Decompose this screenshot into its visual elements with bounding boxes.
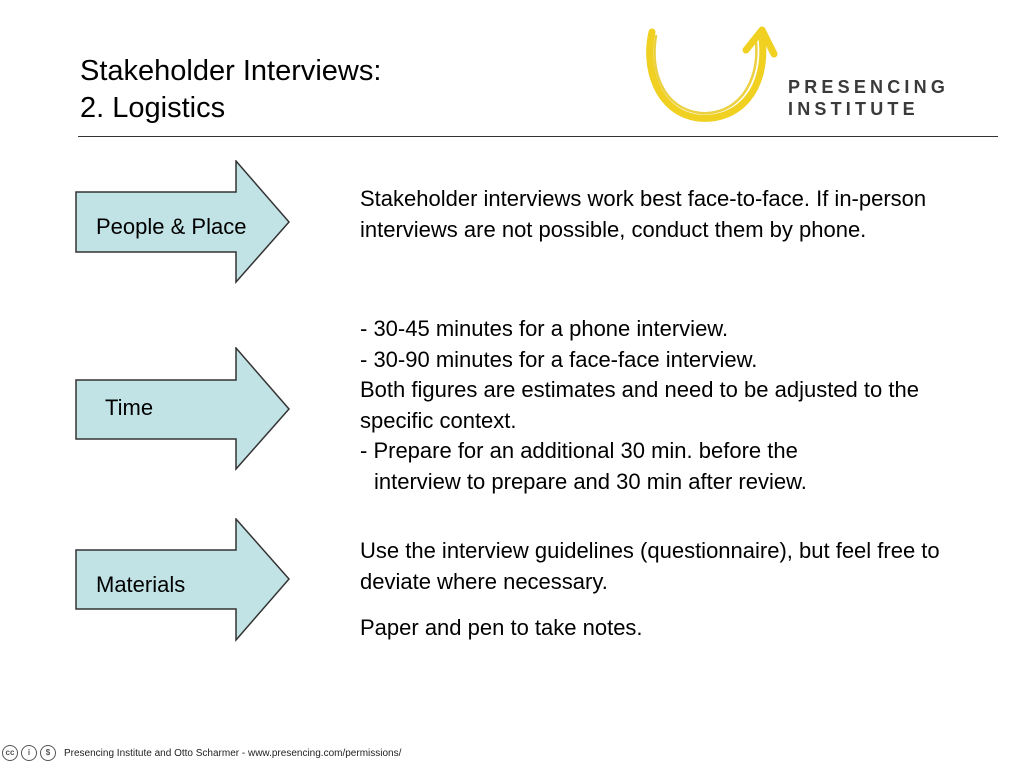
time-line-4: - Prepare for an additional 30 min. before the — [360, 438, 798, 463]
cc-icon: cc — [2, 745, 18, 761]
people-place-description — [360, 184, 980, 245]
u-arrow-logo-mark — [642, 26, 782, 126]
logo-wordmark — [788, 76, 949, 120]
presencing-institute-logo — [642, 26, 972, 126]
time-line-5: interview to prepare and 30 min after review. — [374, 468, 807, 494]
arrow-people-place — [75, 160, 290, 284]
slide-title-line-1: Stakeholder Interviews: — [80, 55, 382, 87]
footer-credit-text: Presencing Institute and Otto Scharmer - www.presencing.com/permissions/ — [64, 748, 402, 759]
logo-line-2: INSTITUTE — [788, 99, 919, 119]
attribution-icon: i — [21, 745, 37, 761]
slide-title — [80, 53, 381, 127]
time-description — [360, 314, 980, 497]
logo-line-1: PRESENCING — [788, 77, 950, 97]
license-footer — [0, 744, 600, 764]
materials-paragraph-1: Use the interview guidelines (questionnaire), but feel free to deviate where necessary. — [360, 538, 940, 594]
arrow-label-time: Time — [105, 395, 154, 420]
people-place-paragraph: Stakeholder interviews work best face-to-face. If in-person interviews are not possible, conduct them by phone. — [360, 186, 927, 242]
noncommercial-icon: $ — [40, 745, 56, 761]
arrow-materials — [75, 518, 290, 642]
materials-description — [360, 536, 980, 644]
slide-title-line-2: 2. Logistics — [80, 92, 226, 124]
materials-paragraph-2: Paper and pen to take notes. — [360, 615, 643, 640]
time-line-3: Both figures are estimates and need to be adjusted to the specific context. — [360, 377, 919, 433]
time-line-2: - 30-90 minutes for a face-face interview. — [360, 346, 758, 372]
time-line-1: - 30-45 minutes for a phone interview. — [360, 316, 729, 341]
arrow-label-materials: Materials — [96, 572, 186, 597]
title-divider — [78, 136, 998, 137]
arrow-label-people-place: People & Place — [96, 214, 247, 239]
arrow-time — [75, 347, 290, 471]
